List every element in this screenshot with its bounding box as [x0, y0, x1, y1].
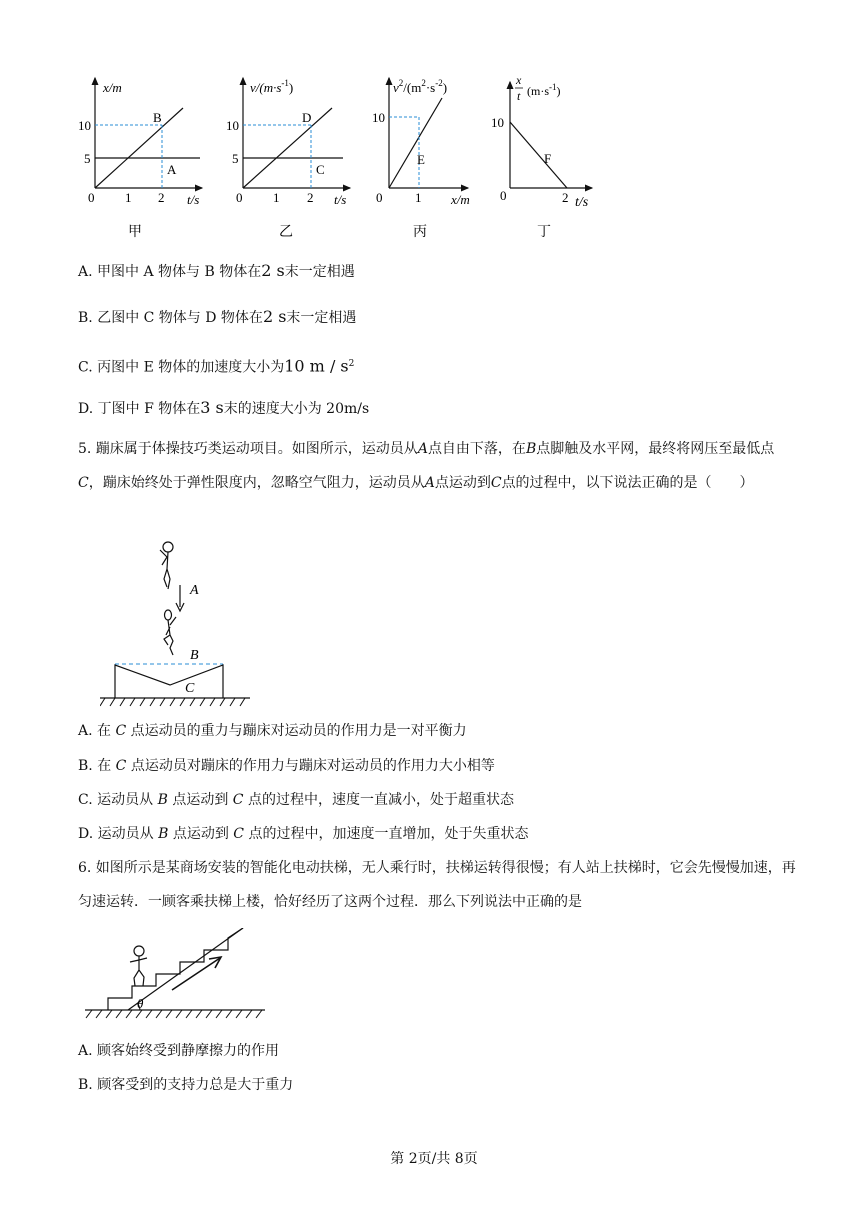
- line-label: D: [302, 110, 312, 125]
- svg-text:v/(m·s-1): $v/(m\cdot s^{-1})$: [250, 78, 294, 95]
- line-label: E: [417, 152, 425, 167]
- x-axis-label: x/m: [451, 192, 470, 207]
- q6-stem: 6. 如图所示是某商场安装的智能化电动扶梯，无人乘行时，扶梯运转得很慢；有人站上扶梯时，它会先慢慢加速，再匀速运转．一顾客乘扶梯上楼，恰好经历了这两个过程．那么下列说法中正确的是: [78, 860, 796, 910]
- graph-bing: [372, 78, 470, 240]
- graph-caption: 丁: [537, 225, 551, 240]
- q4-option-d[interactable]: D. 丁图中 F 物体在3 s末的速度大小为 20m/s: [78, 398, 370, 417]
- label-b: B: [190, 648, 199, 663]
- tick-x: 2: [307, 190, 314, 205]
- tick-x: 1: [273, 190, 280, 205]
- svg-text:v2/(m2·s-2): $v^2/(m^2\cdot s^{-2})$: [393, 78, 448, 95]
- graphs-row: [0, 70, 868, 245]
- trampoline-figure: [100, 535, 260, 710]
- x-axis-label: t/s: [575, 195, 589, 210]
- y-axis-denominator: t: [517, 89, 521, 103]
- q6-option-a[interactable]: A. 顾客始终受到静摩擦力的作用: [78, 1043, 280, 1059]
- graph-jia: [78, 78, 202, 240]
- q5-option-c[interactable]: C. 运动员从 B 点运动到 C 点的过程中，速度一直减小，处于超重状态: [78, 792, 514, 808]
- line-label: F: [544, 151, 552, 166]
- q6-option-b[interactable]: B. 顾客受到的支持力总是大于重力: [78, 1077, 294, 1093]
- line-label: C: [316, 162, 325, 177]
- tick-x: 0: [236, 190, 243, 205]
- graph-caption: 甲: [128, 225, 142, 240]
- q4-option-b[interactable]: B. 乙图中 C 物体与 D 物体在2 s末一定相遇: [78, 307, 357, 326]
- q4-option-a[interactable]: A. 甲图中 A 物体与 B 物体在2 s末一定相遇: [78, 261, 355, 280]
- q5-stem: 5. 蹦床属于体操技巧类运动项目。如图所示，运动员从A点自由下落，在B点脚触及水平网，最终将网压至最低点C，蹦床始终处于弹性限度内，忽略空气阻力，运动员从A点运动到C点的过程中，以下说法正确的是（ ）: [78, 441, 775, 491]
- y-axis-label: v/(m·s: [250, 80, 282, 95]
- tick-y: 10: [491, 115, 504, 130]
- tick-y: 10: [78, 118, 91, 133]
- graph-yi: [226, 78, 350, 240]
- label-a: A: [190, 583, 199, 598]
- page-number: 第 2页/共 8页: [390, 1151, 478, 1167]
- line-e: [389, 98, 442, 188]
- line-label: A: [167, 162, 177, 177]
- q5-option-d[interactable]: D. 运动员从 B 点运动到 C 点的过程中，加速度一直增加，处于失重状态: [78, 826, 529, 842]
- line-f: [510, 122, 567, 188]
- y-axis-label: v: [393, 80, 399, 95]
- y-axis-numerator: x: [516, 73, 522, 87]
- q4-option-c[interactable]: C. 丙图中 E 物体的加速度大小为10 m / $s^2$: [78, 356, 355, 376]
- tick-x: 1: [415, 190, 422, 205]
- tick-y: 5: [84, 151, 91, 166]
- svg-text:(m·s-1): $(m\cdot s^{-1})$: [527, 82, 561, 98]
- tick-x: 0: [88, 190, 95, 205]
- x-axis-label: t/s: [187, 192, 200, 207]
- tick-y: 5: [232, 151, 239, 166]
- label-c: C: [185, 681, 195, 696]
- graph-ding: [491, 73, 592, 240]
- tick-x: 1: [125, 190, 132, 205]
- q5-option-a[interactable]: A. 在 C 点运动员的重力与蹦床对运动员的作用力是一对平衡力: [78, 723, 467, 739]
- tick-x: 0: [500, 188, 507, 203]
- label-theta: θ: [137, 996, 144, 1011]
- tick-y: 10: [372, 110, 385, 125]
- line-label: B: [153, 110, 162, 125]
- tick-x: 2: [158, 190, 165, 205]
- tick-x: 2: [562, 190, 569, 205]
- y-axis-unit: (m·s: [527, 84, 549, 98]
- graph-caption: 乙: [279, 225, 293, 240]
- q5-option-b[interactable]: B. 在 C 点运动员对蹦床的作用力与蹦床对运动员的作用力大小相等: [78, 758, 495, 774]
- escalator-figure: [80, 928, 270, 1024]
- x-axis-label: t/s: [334, 192, 347, 207]
- tick-y: 10: [226, 118, 239, 133]
- tick-x: 0: [376, 190, 383, 205]
- y-axis-label: x/m: [103, 80, 122, 95]
- graph-caption: 丙: [413, 225, 427, 240]
